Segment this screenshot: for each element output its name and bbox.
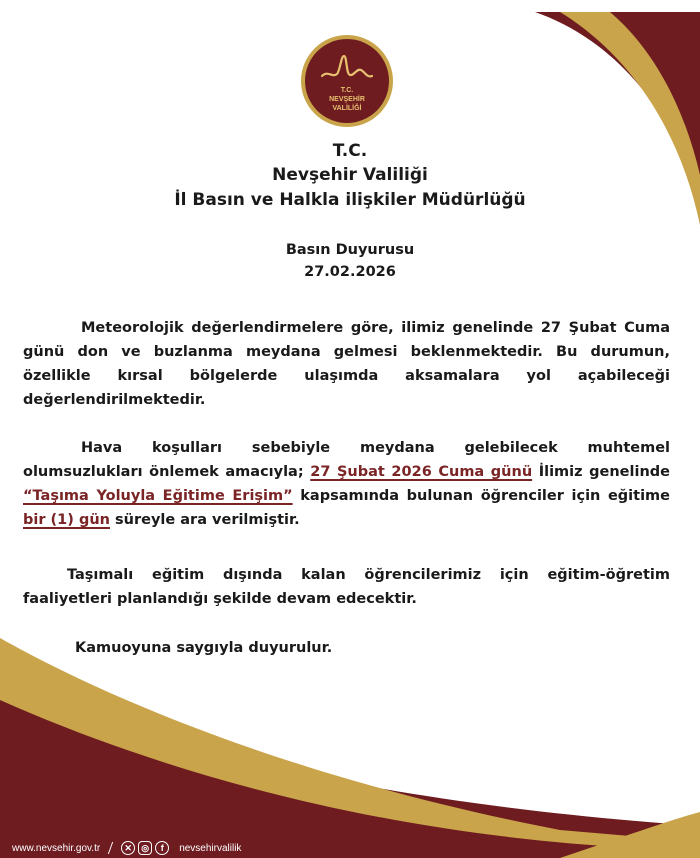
header-tc: T.C. [332,141,368,161]
paragraph-school-break [23,436,670,532]
highlight-date: 27 Şubat 2026 Cuma günü [310,464,533,480]
highlight-program: “Taşıma Yoluyla Eğitime Erişim” [23,488,293,504]
highlight-duration: bir (1) gün [23,512,110,528]
facebook-icon[interactable]: f [155,841,169,855]
header-department: İl Basın ve Halkla ilişkiler Müdürlüğü [174,190,526,210]
social-handle[interactable]: nevsehirvalilik [179,842,242,854]
instagram-icon[interactable]: ◎ [138,841,152,855]
p2-text-d: süreyle ara verilmiştir. [109,512,300,528]
closing-line: Kamuoyuna saygıyla duyurulur. [75,640,333,656]
social-icons [121,841,169,855]
footer-separator [108,842,113,854]
document-type: Basın Duyurusu [285,242,415,258]
paragraph-weather-forecast: Meteorolojik değerlendirmelere göre, ilimiz genelinde 27 Şubat Cuma günü don ve buzlanma meydana gelmesi beklenmektedir. Bu durumun, özellikle kırsal bölgelerde ulaşımda aksamalara yol açabileceği değerlendirilmektedir. [23,320,670,408]
header-institution: Nevşehir Valiliği [272,165,428,185]
p2-text-b: İlimiz genelinde [532,464,670,480]
document-date: 27.02.2026 [304,264,396,280]
logo-text-tc: T.C. [340,87,354,94]
p2-text-a: Hava koşulları sebebiyle meydana gelebilecek muhtemel olumsuzlukları önlemek amacıyla; [23,440,670,480]
footer-bar [12,839,412,857]
p2-text-c: kapsamında bulunan öğrenciler için eğitime [292,488,670,504]
logo-text-office: VALİLİĞİ [332,105,362,112]
website-link[interactable]: www.nevsehir.gov.tr [12,842,101,854]
nevsehir-valiligi-logo [300,34,394,128]
paragraph-other-students: Taşımalı eğitim dışında kalan öğrencilerimiz için eğitim-öğretim faaliyetleri planlandığı şekilde devam edecektir. [23,567,670,607]
logo-text-city: NEVŞEHİR [329,96,365,103]
x-icon[interactable]: ✕ [121,841,135,855]
